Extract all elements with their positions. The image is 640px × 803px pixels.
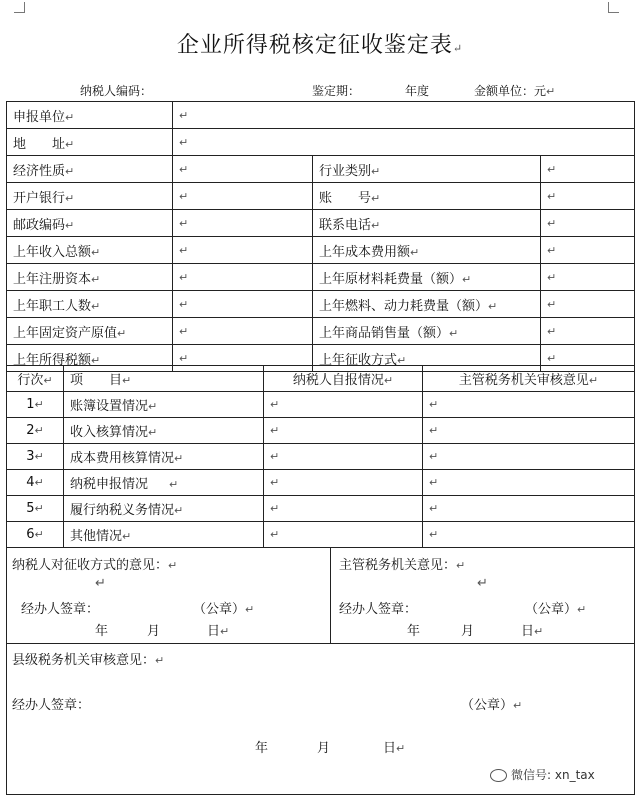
field-label: 上年原材料耗费量（额）	[319, 271, 463, 287]
table-row: 4↵ 纳税申报情况 ↵ ↵ ↵	[7, 470, 635, 496]
handler-signature-label: 经办人签章：	[12, 698, 91, 713]
watermark: 微信号: xn_tax	[490, 766, 595, 783]
item-label: 纳税申报情况	[70, 477, 149, 492]
field-label: 上年商品销售量（额）	[319, 325, 450, 341]
field-label: 行业类别	[319, 163, 372, 179]
form-title: 企业所得税核定征收鉴定表↵	[176, 33, 464, 58]
audit-table	[6, 365, 635, 548]
value-cell[interactable]: ↵	[173, 264, 313, 291]
value-cell[interactable]: ↵	[173, 318, 313, 345]
value-cell[interactable]: ↵	[541, 264, 635, 291]
item-label: 履行纳税义务情况	[70, 503, 175, 518]
table-row: 上年职工人数↵ ↵ 上年燃料、动力耗费量（额）↵ ↵	[7, 291, 635, 318]
taxpayer-opinion-box[interactable]	[7, 548, 331, 644]
item-label: 收入核算情况	[70, 425, 149, 440]
field-label: 经济性质	[13, 163, 66, 179]
column-header: 行次	[17, 373, 44, 388]
field-label: 申报单位	[13, 109, 66, 125]
table-row	[7, 548, 635, 644]
field-label: 开户银行	[13, 190, 66, 206]
table-row: 申报单位↵ ↵	[7, 102, 635, 129]
item-label: 成本费用核算情况	[70, 451, 175, 466]
field-label: 上年收入总额	[13, 244, 92, 260]
authority-opinion-box[interactable]	[331, 548, 635, 644]
wechat-icon	[490, 769, 507, 782]
day-label: 日↵	[521, 624, 544, 639]
value-cell[interactable]: ↵	[173, 345, 313, 372]
field-label: 上年征收方式	[319, 352, 398, 368]
seal-label: （公章）↵	[193, 602, 255, 617]
table-row: 上年固定资产原值↵ ↵ 上年商品销售量（额）↵ ↵	[7, 318, 635, 345]
value-cell[interactable]: ↵	[541, 345, 635, 372]
value-cell[interactable]: ↵	[173, 237, 313, 264]
self-report-cell[interactable]: ↵	[264, 418, 423, 444]
row-number: 3	[26, 449, 35, 464]
value-cell[interactable]: ↵	[541, 210, 635, 237]
table-row: 经济性质↵ ↵ 行业类别↵ ↵	[7, 156, 635, 183]
column-header: 主管税务机关审核意见	[458, 373, 589, 388]
item-label: 其他情况	[70, 529, 123, 544]
review-cell[interactable]: ↵	[423, 470, 635, 496]
table-row: 开户银行↵ ↵ 账 号↵ ↵	[7, 183, 635, 210]
review-cell[interactable]: ↵	[423, 418, 635, 444]
value-cell[interactable]: ↵	[173, 129, 635, 156]
year-label: 年	[95, 624, 109, 639]
table-row: 上年收入总额↵ ↵ 上年成本费用额↵ ↵	[7, 237, 635, 264]
value-cell[interactable]: ↵	[173, 210, 313, 237]
handler-signature-label: 经办人签章：	[339, 602, 418, 617]
value-cell[interactable]: ↵	[173, 156, 313, 183]
table-row: 5↵ 履行纳税义务情况↵ ↵ ↵	[7, 496, 635, 522]
year-label: 年	[255, 741, 269, 756]
review-cell[interactable]: ↵	[423, 522, 635, 548]
table-row: 地 址↵ ↵	[7, 129, 635, 156]
taxpayer-id-label: 纳税人编码：	[80, 84, 153, 98]
table-row: 3↵ 成本费用核算情况↵ ↵ ↵	[7, 444, 635, 470]
seal-label: （公章）↵	[525, 602, 587, 617]
field-label: 地 址	[13, 136, 66, 152]
value-cell[interactable]: ↵	[541, 291, 635, 318]
row-number: 2	[26, 423, 35, 438]
page-corner-mark-left	[14, 2, 25, 13]
review-cell[interactable]: ↵	[423, 392, 635, 418]
self-report-cell[interactable]: ↵	[264, 470, 423, 496]
value-cell[interactable]: ↵	[541, 156, 635, 183]
field-label: 联系电话	[319, 217, 372, 233]
basic-info-table	[6, 101, 635, 372]
field-label: 邮政编码	[13, 217, 66, 233]
table-row: 上年注册资本↵ ↵ 上年原材料耗费量（额）↵ ↵	[7, 264, 635, 291]
day-label: 日↵	[383, 741, 406, 756]
row-number: 6	[26, 527, 35, 542]
item-label: 账簿设置情况	[70, 399, 149, 414]
line-break-mark: ↵	[477, 576, 488, 591]
self-report-cell[interactable]: ↵	[264, 522, 423, 548]
field-label: 上年注册资本	[13, 271, 92, 287]
value-cell[interactable]: ↵	[173, 183, 313, 210]
year-label: 年度	[405, 84, 430, 98]
table-row: 1↵ 账簿设置情况↵ ↵ ↵	[7, 392, 635, 418]
row-number: 4	[26, 475, 35, 490]
table-header-row: 行次↵ 项 目↵ 纳税人自报情况↵ 主管税务机关审核意见↵	[7, 366, 635, 392]
column-header: 纳税人自报情况	[292, 373, 384, 388]
field-label: 上年固定资产原值	[13, 325, 118, 341]
self-report-cell[interactable]: ↵	[264, 496, 423, 522]
year-label: 年	[407, 624, 421, 639]
table-row: 上年所得税额↵ ↵ 上年征收方式↵ ↵	[7, 345, 635, 372]
period-label: 鉴定期：	[312, 84, 361, 98]
field-label: 账 号	[319, 190, 372, 206]
column-header: 项 目	[70, 373, 123, 388]
self-report-cell[interactable]: ↵	[264, 444, 423, 470]
field-label: 上年燃料、动力耗费量（额）	[319, 298, 489, 314]
county-opinion-title: 县级税务机关审核意见：↵	[12, 653, 165, 668]
opinions-table	[6, 547, 635, 795]
value-cell[interactable]: ↵	[541, 237, 635, 264]
review-cell[interactable]: ↵	[423, 496, 635, 522]
value-cell[interactable]: ↵	[173, 102, 635, 129]
amount-unit-label: 金额单位：元↵	[474, 84, 556, 98]
row-number: 5	[26, 501, 35, 516]
seal-label: （公章）↵	[461, 698, 523, 713]
value-cell[interactable]: ↵	[541, 183, 635, 210]
handler-signature-label: 经办人签章：	[21, 602, 100, 617]
field-label: 上年职工人数	[13, 298, 92, 314]
line-break-mark: ↵	[95, 576, 106, 591]
page-corner-mark-right	[608, 2, 619, 13]
review-cell[interactable]: ↵	[423, 444, 635, 470]
table-row: 2↵ 收入核算情况↵ ↵ ↵	[7, 418, 635, 444]
self-report-cell[interactable]: ↵	[264, 392, 423, 418]
month-label: 月	[147, 624, 161, 639]
month-label: 月	[317, 741, 331, 756]
field-label: 上年所得税额	[13, 352, 92, 368]
row-number: 1	[26, 397, 35, 412]
field-label: 上年成本费用额	[319, 244, 411, 260]
month-label: 月	[461, 624, 475, 639]
taxpayer-opinion-title: 纳税人对征收方式的意见：↵	[12, 558, 178, 573]
value-cell[interactable]: ↵	[541, 318, 635, 345]
day-label: 日↵	[207, 624, 230, 639]
value-cell[interactable]: ↵	[173, 291, 313, 318]
authority-opinion-title: 主管税务机关意见：↵	[339, 558, 466, 573]
table-row: 邮政编码↵ ↵ 联系电话↵ ↵	[7, 210, 635, 237]
table-row: 6↵ 其他情况↵ ↵ ↵	[7, 522, 635, 548]
